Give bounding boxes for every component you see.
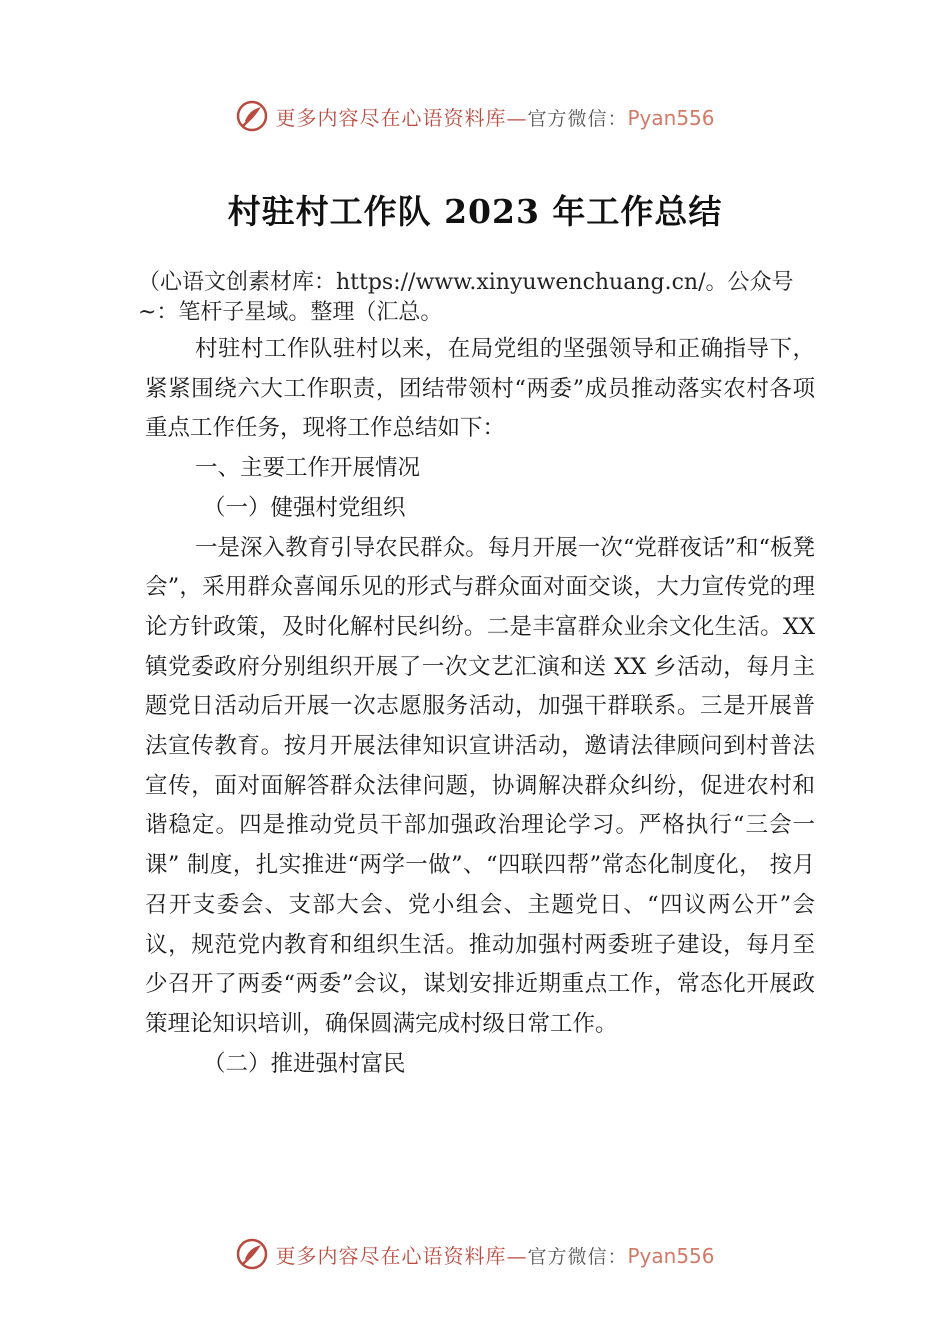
intro-paragraph: 村驻村工作队驻村以来，在局党组的坚强领导和正确指导下，紧紧围绕六大工作职责，团结带领村“两委”成员推动落实农村各项重点工作任务，现将工作总结如下：: [145, 336, 815, 442]
subsection-heading-2: （二）推进强村富民: [203, 1050, 406, 1077]
logo-icon: [235, 99, 269, 133]
banner-main: 更多内容尽在心语资料库: [275, 105, 507, 130]
subsection-heading-1: （一）健强村党组织: [203, 494, 406, 521]
banner-separator: —: [506, 105, 528, 130]
banner-separator: —: [506, 1243, 528, 1268]
logo-icon: [235, 1237, 269, 1271]
section-heading: 一、主要工作开展情况: [195, 455, 421, 482]
document-title: 村驻村工作队 2023 年工作总结: [227, 192, 723, 231]
header-banner: [0, 96, 950, 136]
body-paragraph: 一是深入教育引导农民群众。每月开展一次“党群夜话”和“板凳会”，采用群众喜闻乐见的形式与群众面对面交谈，大力宣传党的理论方针政策，及时化解村民纠纷。二是丰富群众业余文化生活。XX 镇党委政府分别组织开展了一次文艺汇演和送 XX 乡活动，每月主题党日活动后开展一次志愿服务活动，加强干群联系。三是开展普法宣传教育。按月开展法律知识宣讲活动，邀请法律顾问到村普法宣传，面对面解答群众法律问题，协调解决群众纠纷，促进农村和谐稳定。四是推动党员干部加强政治理论学习。严格执行“三会一课” 制度，扎实推进“两学一做”、“四联四帮”常态化制度化， 按月召开支委会、支部大会、党小组会、主题党日、“四议两公开”会议，规范党内教育和组织生活。推动加强村两委班子建设，每月至少召开了两委“两委”会议，谋划安排近期重点工作，常态化开展政策理论知识培训，确保圆满完成村级日常工作。: [145, 534, 815, 1037]
document-body: [145, 330, 815, 1084]
banner-brand: Pyan556: [627, 1243, 715, 1268]
banner-main: 更多内容尽在心语资料库: [275, 1243, 507, 1268]
banner-brand: Pyan556: [627, 105, 715, 130]
source-note: （心语文创素材库：https://www.xinyuwenchuang.cn/。公众号~：笔杆子星域。整理（汇总。: [138, 270, 794, 325]
banner-suffix: 官方微信：: [527, 107, 628, 130]
footer-banner: [0, 1234, 950, 1274]
banner-text: [275, 102, 714, 131]
banner-text: [275, 1240, 714, 1269]
banner-suffix: 官方微信：: [527, 1245, 628, 1268]
